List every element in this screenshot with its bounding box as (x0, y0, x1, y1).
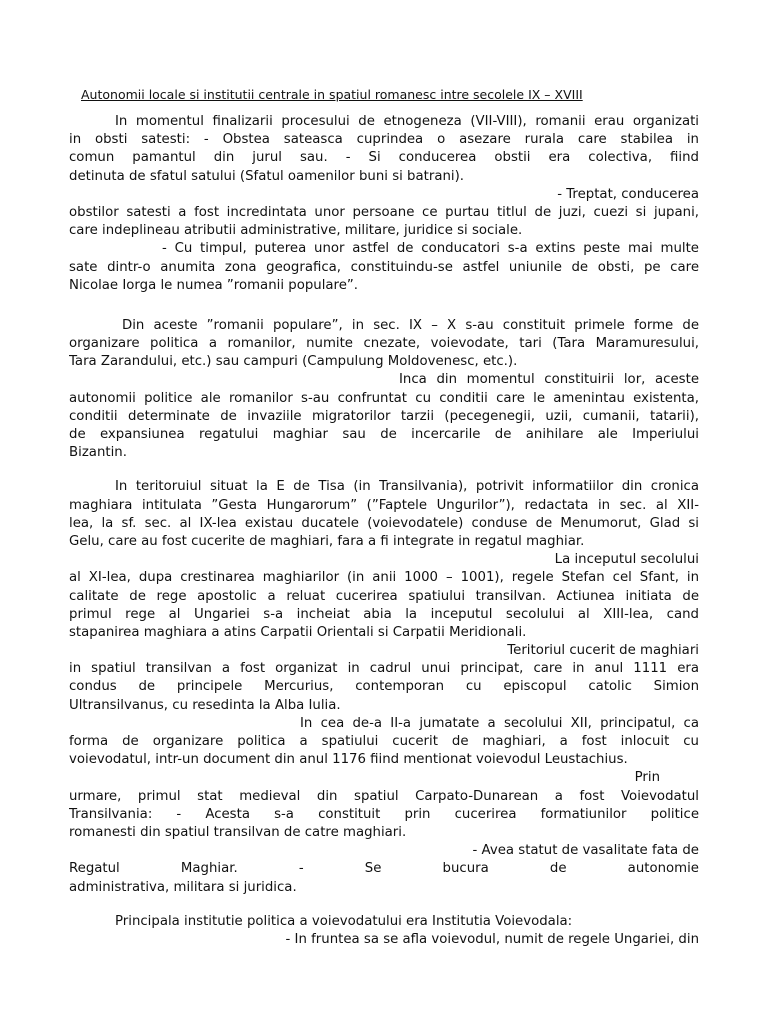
text-line: organizare politica a romanilor, numite cnezate, voievodate, tari (Tara Maramuresului, (69, 336, 699, 352)
text-line: - Avea statut de vasalitate fata de (472, 843, 699, 859)
text-line: primul rege al Ungariei s-a incheiat abia la inceputul secolului al XIII-lea, cand (69, 606, 699, 622)
text-line: calitate de rege apostolic a reluat cucerirea spatiului transilvan. Actiunea initiata de (69, 588, 699, 604)
text-line: in spatiul transilvan a fost organizat in cadrul unui principat, care in anul 1111 era (69, 661, 699, 677)
text-line: Gelu, care au fost cucerite de maghiari, fara a fi integrate in regatul maghiar. (69, 533, 585, 549)
paragraph (69, 113, 699, 295)
document-title: Autonomii locale si institutii centrale in spatiul romanesc intre secolele IX – XVIII (81, 87, 583, 102)
text-line: Transilvania: - Acesta s-a constituit prin cucerirea formatiunilor politice (69, 806, 699, 822)
text-line: Teritoriul cucerit de maghiari (507, 643, 699, 659)
text-line: autonomii politice ale romanilor s-au confruntat cu conditii care le amenintau existenta, (69, 390, 699, 406)
text-line: Nicolae Iorga le numea ”romanii populare”. (69, 277, 359, 293)
text-line: condus de principele Mercurius, contemporan cu episcopul catolic Simion (69, 679, 699, 695)
text-line: stapanirea maghiara a atins Carpatii Orientali si Carpatii Meridionali. (69, 624, 527, 640)
text-line: Principala institutie politica a voievodatului era Institutia Voievodala: (115, 913, 573, 929)
text-line: Din aceste ”romanii populare”, in sec. IX – X s-au constituit primele forme de (122, 317, 699, 333)
text-line: - Treptat, conducerea (557, 186, 699, 202)
text-line: maghiara intitulata ”Gesta Hungarorum” (”Faptele Ungurilor”), redactata in sec. al XII- (69, 497, 699, 513)
text-line: de expansiunea regatului maghiar sau de incercarile de anihilare ale Imperiului (69, 427, 699, 442)
text-line: conditii determinate de invaziile migratorilor tarzii (pecegenegii, uzii, cumanii, tatarii), (69, 408, 699, 424)
text-line: romanesti din spatiul transilvan de catre maghiari. (69, 824, 407, 840)
text-line: voievodatul, intr-un document din anul 1176 fiind mentionat voievodul Leustachius. (69, 752, 628, 768)
paragraph (69, 913, 699, 949)
text-line: care indeplineau atributii administrative, militare, juridice si sociale. (69, 223, 523, 239)
text-line: Tara Zarandului, etc.) sau campuri (Campulung Moldovenesc, etc.). (69, 354, 518, 370)
text-line: sate dintr-o anumita zona geografica, constituindu-se astfel uniunile de obsti, pe care (69, 259, 699, 275)
text-line: Inca din momentul constituirii lor, aceste (399, 372, 699, 388)
text-line: Regatul Maghiar. - Se bucura de autonomie (69, 861, 699, 877)
text-line: obstilor satesti a fost incredintata unor persoane ce purtau titlul de juzi, cuezi si jupani, (69, 204, 699, 220)
text-line: detinuta de sfatul satului (Sfatul oamenilor buni si batrani). (69, 168, 464, 184)
text-line: forma de organizare politica a spatiului cucerit de maghiari, a fost inlocuit cu (69, 734, 699, 749)
text-line: Bizantin. (69, 445, 127, 461)
text-line: Prin (634, 770, 660, 786)
text-line: urmare, primul stat medieval din spatiul Carpato-Dunarean a fost Voievodatul (69, 788, 699, 804)
text-line: administrativa, militara si juridica. (69, 879, 297, 895)
paragraph (69, 478, 699, 896)
text-line: lea, la sf. sec. al IX-lea existau ducatele (voievodatele) conduse de Menumorut, Glad si (69, 515, 699, 531)
text-line: In teritoruiul situat la E de Tisa (in Transilvania), potrivit informatiilor din cronica (115, 479, 699, 495)
text-line: Ultransilvanus, cu resedinta la Alba Iulia. (69, 697, 341, 713)
text-line: in obsti satesti: - Obstea sateasca cuprindea o asezare rurala care stabilea in (69, 132, 699, 148)
text-line: In cea de-a II-a jumatate a secolului XII, principatul, ca (300, 715, 699, 731)
document-body (69, 113, 699, 949)
text-line: La inceputul secolului (554, 552, 699, 568)
text-line: al XI-lea, dupa crestinarea maghiarilor (in anii 1000 – 1001), regele Stefan cel Sfant, in (69, 570, 699, 586)
text-line: In momentul finalizarii procesului de etnogeneza (VII-VIII), romanii erau organizati (115, 114, 699, 129)
text-line: comun pamantul din jurul sau. - Si conducerea obstii era colectiva, fiind (69, 150, 699, 166)
text-line: - In fruntea sa se afla voievodul, numit de regele Ungariei, din (285, 931, 699, 947)
paragraph (69, 317, 699, 463)
text-line: - Cu timpul, puterea unor astfel de conducatori s-a extins peste mai multe (162, 241, 699, 257)
